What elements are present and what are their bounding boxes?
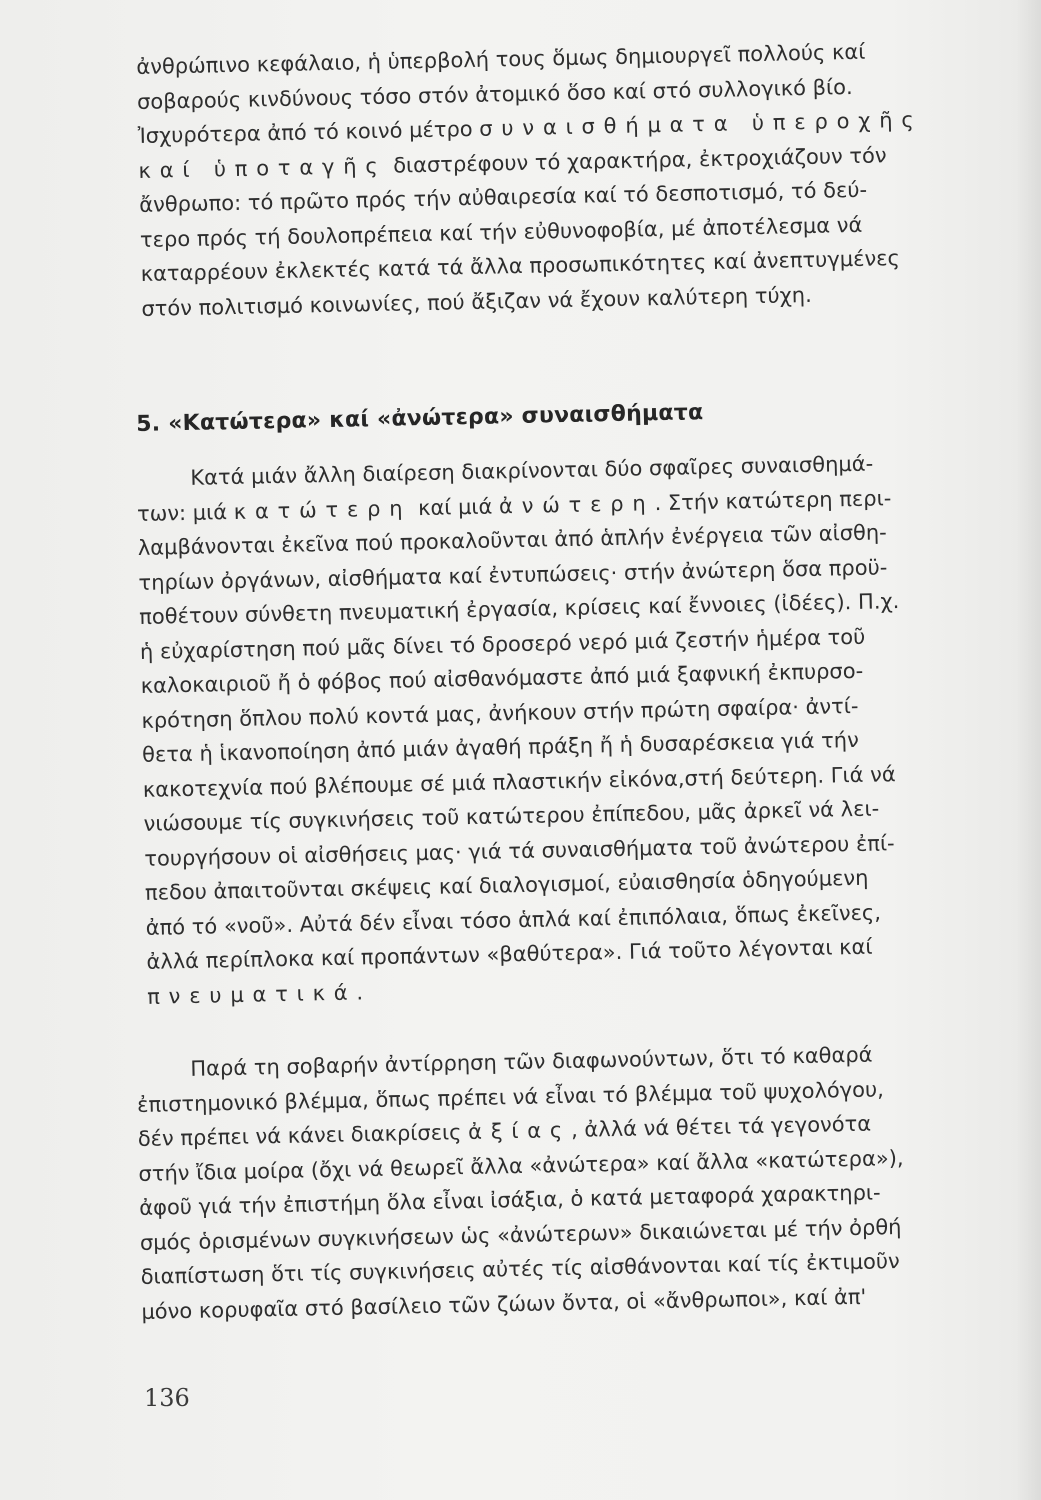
text-segment: Ἰσχυρότερα ἀπό τό κοινό μέτρο	[137, 116, 480, 148]
text-line: καλοκαιριοῦ ἤ ὁ φόβος πού αἰσθανόμαστε ἀπό μιά ξαφνική ἐκπυρσο-	[140, 658, 864, 698]
text-line: ἡ εὐχαρίστηση πού μᾶς δίνει τό δροσερό νερό μιά ζεστήν ἡμέρα τοῦ	[139, 624, 866, 664]
text-line: Παρά τη σοβαρήν ἀντίρρηση τῶν διαφωνούντων, ὅτι τό καθαρά	[190, 1042, 873, 1081]
emphasized-term: κατώτερη	[233, 495, 412, 524]
text-line: ἀνθρώπινο κεφάλαιο, ἡ ὑπερβολή τους ὅμως δημιουργεῖ πολλούς καί	[136, 39, 866, 79]
text-line: σοβαρούς κινδύνους τόσο στόν ἀτομικό ὅσο καί στό συλλογικό βίο.	[136, 74, 853, 114]
text-line: ἀφοῦ γιά τήν ἐπιστήμη ὅλα εἶναι ἰσάξια, ὁ κατά μεταφορά χαρακτηρι-	[138, 1180, 881, 1220]
emphasized-term: ἀξίας	[467, 1117, 572, 1145]
text-segment: δέν πρέπει νά κάνει διακρίσεις	[137, 1120, 469, 1151]
text-line: Κατά μιάν ἄλλη διαίρεση διακρίνονται δύο σφαῖρες συναισθημά-	[190, 451, 874, 490]
text-line: καταρρέουν ἐκλεκτές κατά τά ἄλλα προσωπικότητες καί ἀνεπτυγμένες	[140, 246, 901, 286]
text-line: τηρίων ὀργάνων, αἰσθήματα καί ἐντυπώσεις· στήν ἀνώτερη ὅσα προϋ-	[138, 554, 888, 595]
section-heading: 5. «Κατώτερα» καί «ἀνώτερα» συναισθήματα	[136, 400, 704, 437]
text-line: διαπίστωση ὅτι τίς συγκινήσεις αὐτές τίς αἰσθάνονται καί τίς ἐκτιμοῦν	[140, 1249, 900, 1289]
text-line: λαμβάνονται ἐκεῖνα πού προκαλοῦνται ἀπό ἁπλήν ἐνέργεια τῶν αἰσθη-	[137, 520, 887, 560]
text-line: θετα ἡ ἱκανοποίηση ἀπό μιάν ἀγαθή πράξη ἤ ἡ δυσαρέσκεια γιά τήν	[141, 727, 860, 767]
text-segment: καί μιά	[411, 493, 500, 520]
text-segment: , ἀλλά νά θέτει τά γεγονότα	[570, 1111, 872, 1142]
text-segment: διαστρέφουν τό χαρακτήρα, ἐκτροχιάζουν τόν	[386, 142, 887, 178]
paragraph-2	[136, 445, 975, 1014]
emphasized-term: ἀνώτερη	[498, 490, 655, 518]
text-line: ἀπό τό «νοῦ». Αὐτά δέν εἶναι τόσο ἁπλά καί ἐπιπόλαια, ὅπως ἐκεῖνες,	[145, 900, 882, 940]
paragraph-3	[136, 1036, 970, 1329]
text-segment: των: μιά	[136, 499, 235, 526]
page-number: 136	[144, 1384, 190, 1412]
emphasized-term: καί ὑποταγῆς	[138, 153, 387, 183]
spine-shadow	[1015, 0, 1041, 1500]
emphasized-term: συναισθήματα ὑπεροχῆς	[479, 107, 923, 141]
text-line: πεδου ἀπαιτοῦνται σκέψεις καί διαλογισμοί, εὐαισθησία ὁδηγούμενη	[144, 865, 869, 905]
paragraph-1	[136, 33, 970, 326]
text-line: στόν πολιτισμό κοινωνίες, πού ἄξιζαν νά ἔχουν καλύτερη τύχη.	[141, 282, 813, 321]
text-line: νιώσουμε τίς συγκινήσεις τοῦ κατώτερου ἐπίπεδου, μᾶς ἀρκεῖ νά λει-	[143, 796, 880, 836]
emphasized-term: πνευματικά.	[146, 979, 373, 1009]
text-line: τερο πρός τή δουλοπρέπεια καί τήν εὐθυνοφοβία, μέ ἀποτέλεσμα νά	[139, 212, 863, 252]
text-line: τουργήσουν οἱ αἰσθήσεις μας· γιά τά συναισθήματα τοῦ ἀνώτερου ἐπί-	[144, 830, 895, 871]
text-line: ποθέτουν σύνθετη πνευματική ἐργασία, κρίσεις καί ἔννοιες (ἰδέες). Π.χ.	[138, 589, 900, 629]
text-line: κακοτεχνία πού βλέπουμε σέ μιά πλαστικήν εἰκόνα,στή δεύτερη. Γιά νά	[142, 761, 896, 802]
text-line: μόνο κορυφαῖα στό βασίλειο τῶν ζώων ὄντα, οἱ «ἄνθρωποι», καί ἀπ'	[141, 1284, 867, 1324]
text-line: σμός ὁρισμένων συγκινήσεων ὡς «ἀνώτερων» δικαιώνεται μέ τήν ὀρθή	[139, 1214, 902, 1255]
text-line: ἄνθρωπο: τό πρῶτο πρός τήν αὐθαιρεσία καί τό δεσποτισμό, τό δεύ-	[138, 177, 868, 217]
text-segment: . Στήν κατώτερη περι-	[654, 485, 892, 515]
text-line: στήν ἴδια μοίρα (ὄχι νά θεωρεῖ ἄλλα «ἀνώτερα» καί ἄλλα «κατώτερα»),	[138, 1145, 904, 1186]
text-line: κρότηση ὅπλου πολύ κοντά μας, ἀνήκουν στήν πρώτη σφαίρα· ἀντί-	[141, 693, 859, 733]
text-line: ἀλλά περίπλοκα καί προπάντων «βαθύτερα». Γιά τοῦτο λέγονται καί	[146, 934, 873, 974]
text-line: ἐπιστημονικό βλέμμα, ὅπως πρέπει νά εἶναι τό βλέμμα τοῦ ψυχολόγου,	[136, 1076, 885, 1117]
